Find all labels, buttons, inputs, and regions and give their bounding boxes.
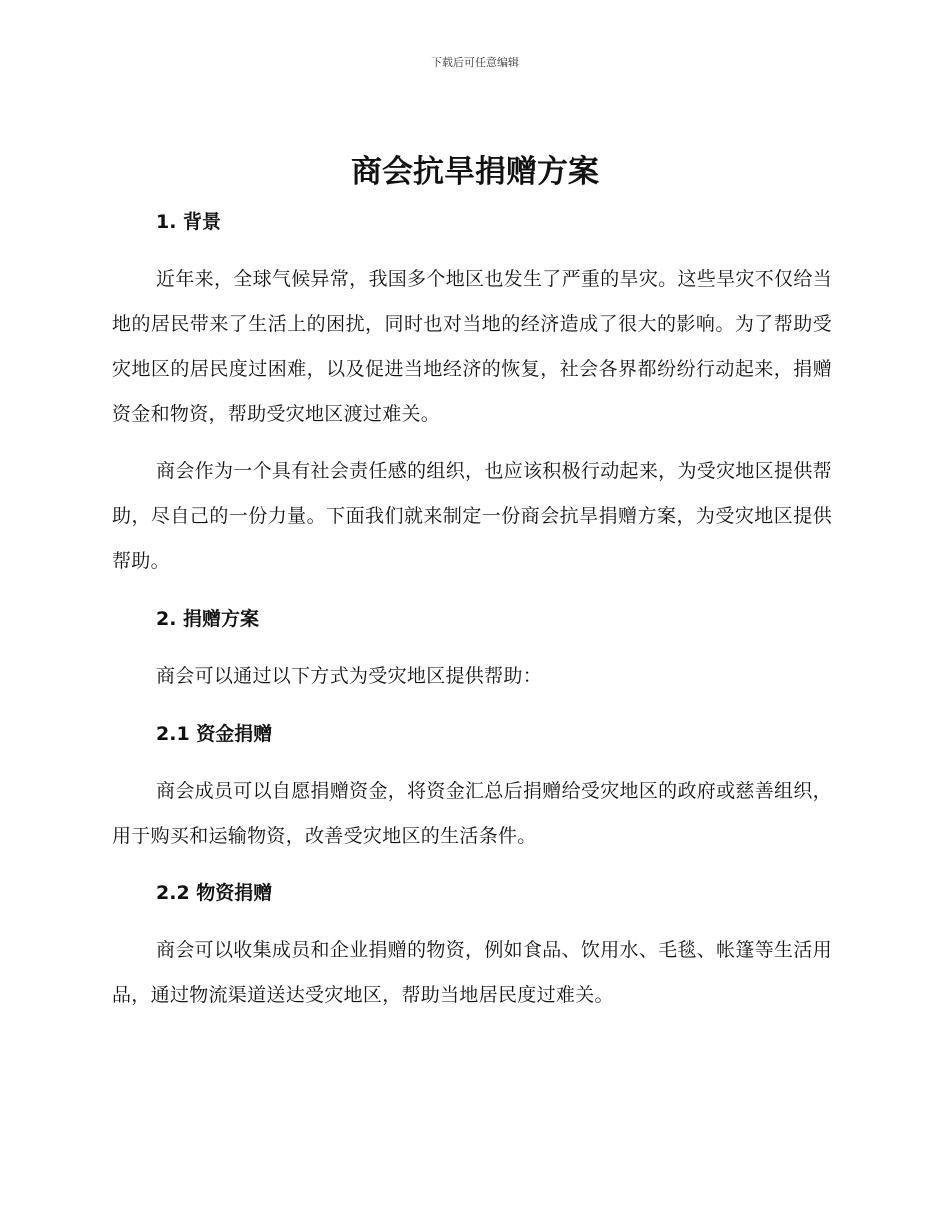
paragraph-background-2: 商会作为一个具有社会责任感的组织，也应该积极行动起来，为受灾地区提供帮助，尽自己的一份力量。下面我们就来制定一份商会抗旱捐赠方案，为受灾地区提供帮助。 [112,460,832,572]
paragraph-background-1: 近年来，全球气候异常，我国多个地区也发生了严重的旱灾。这些旱灾不仅给当地的居民带来了生活上的困扰，同时也对当地的经济造成了很大的影响。为了帮助受灾地区的居民度过困难，以及促进当地经济的恢复，社会各界都纷纷行动起来，捐赠资金和物资，帮助受灾地区渡过难关。 [112,268,832,425]
paragraph-funds: 商会成员可以自愿捐赠资金，将资金汇总后捐赠给受灾地区的政府或慈善组织，用于购买和运输物资，改善受灾地区的生活条件。 [112,780,832,847]
page-header-note: 下载后可任意编辑 [431,56,519,69]
section-heading-funds: 2.1 资金捐赠 [156,723,273,745]
section-heading-background: 1. 背景 [156,211,222,233]
paragraph-supplies: 商会可以收集成员和企业捐赠的物资，例如食品、饮用水、毛毯、帐篷等生活用品，通过物流渠道送达受灾地区，帮助当地居民度过难关。 [112,939,832,1006]
section-heading-plan: 2. 捐赠方案 [156,608,260,630]
paragraph-plan-intro: 商会可以通过以下方式为受灾地区提供帮助： [156,665,543,687]
section-heading-supplies: 2.2 物资捐赠 [156,882,273,904]
document-title: 商会抗旱捐赠方案 [351,154,599,190]
